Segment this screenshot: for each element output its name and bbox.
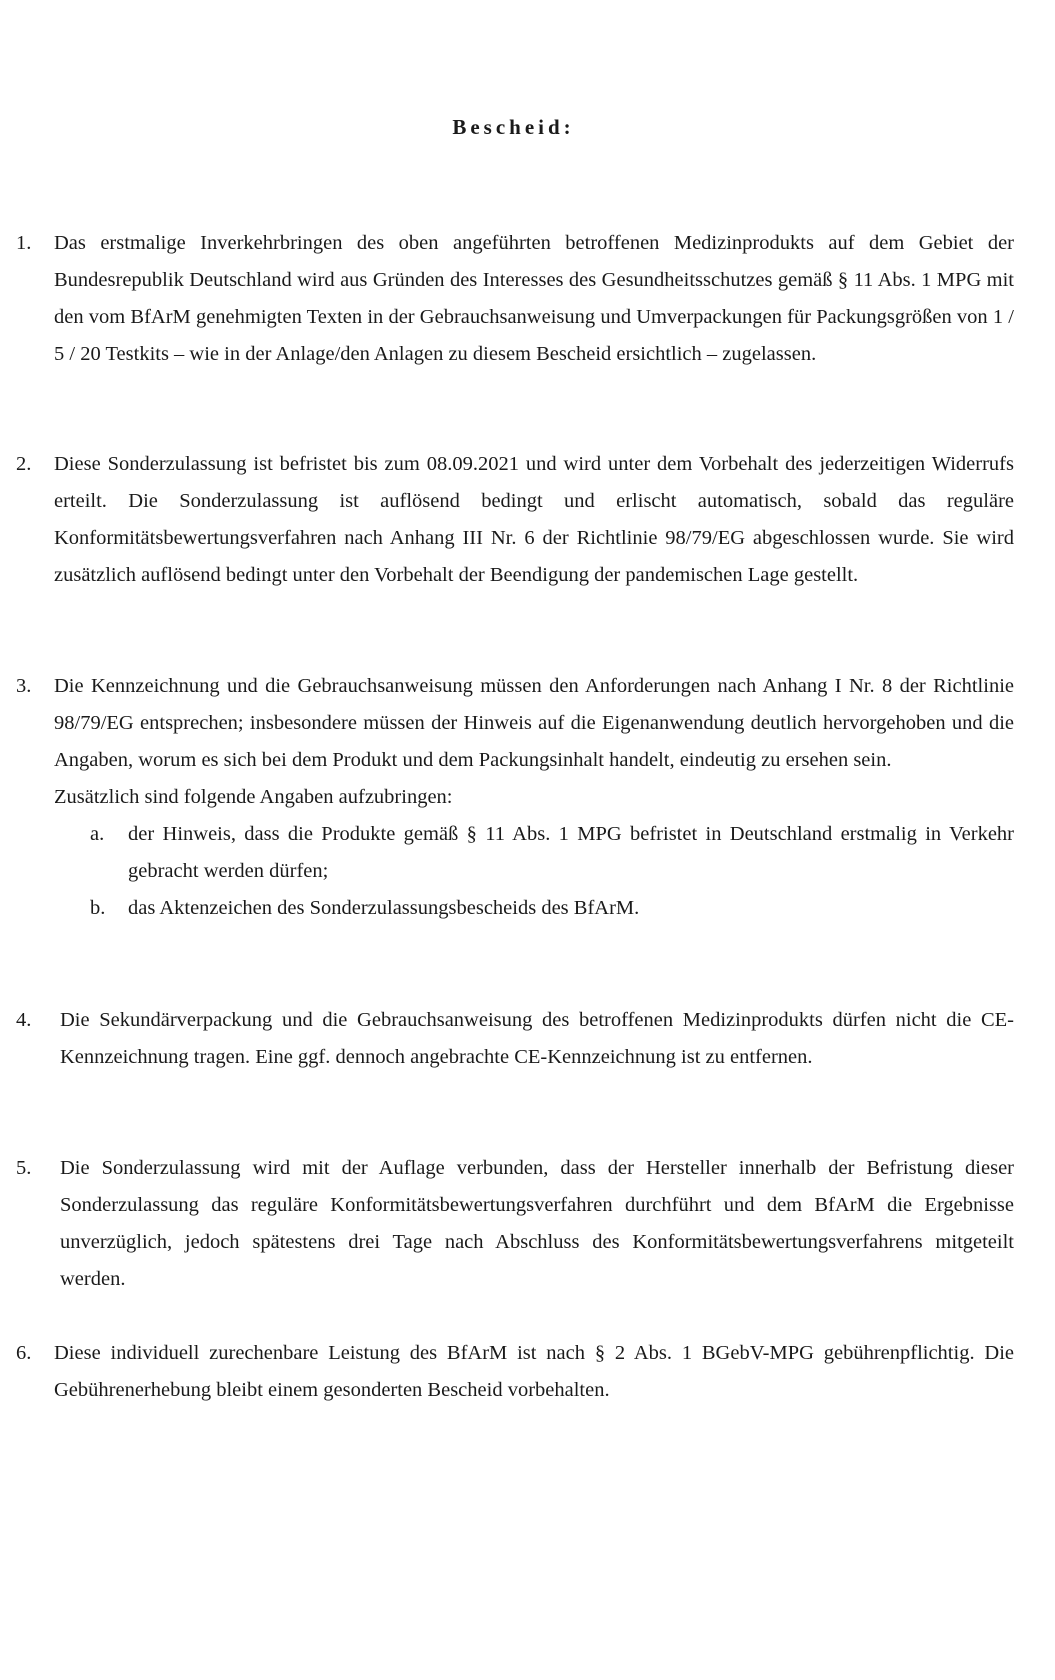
- sub-item-text: der Hinweis, dass die Produkte gemäß § 11 Abs. 1 MPG befristet in Deutschland erstmalig in Verkehr gebracht werden dürfen;: [128, 823, 1014, 882]
- item-text: Das erstmalige Inverkehrbringen des oben angeführten betroffenen Medizinprodukts auf dem Gebiet der Bundesrepublik Deutschland wird aus Gründen des Interesses des Gesundheitsschutzes gemäß § 11 Abs. 1 MPG mit den vom BfArM genehmigten Texten in der Gebrauchsanweisung und Umverpackungen für Packungsgrößen von 1 / 5 / 20 Testkits – wie in der Anlage/den Anlagen zu diesem Bescheid ersichtlich – zugelassen.: [54, 232, 1014, 365]
- item-number: 5.: [16, 1157, 32, 1179]
- decision-item-6: [16, 1335, 1014, 1409]
- sub-list: [54, 816, 1014, 927]
- item-text: Diese individuell zurechenbare Leistung des BfArM ist nach § 2 Abs. 1 BGebV-MPG gebührenpflichtig. Die Gebührenerhebung bleibt einem gesonderten Bescheid vorbehalten.: [54, 1342, 1014, 1401]
- item-number: 3.: [16, 675, 32, 697]
- item-number: 2.: [16, 453, 32, 475]
- item-text: Diese Sonderzulassung ist befristet bis zum 08.09.2021 und wird unter dem Vorbehalt des jederzeitigen Widerrufs erteilt. Die Sonderzulassung ist auflösend bedingt und erlischt automatisch, sobald das reguläre Konformitätsbewertungsverfahren nach Anhang III Nr. 6 der Richtlinie 98/79/EG abgeschlossen wurde. Sie wird zusätzlich auflösend bedingt unter den Vorbehalt der Beendigung der pandemischen Lage gestellt.: [54, 453, 1014, 586]
- decision-item-3: [16, 668, 1014, 927]
- item-text: Die Kennzeichnung und die Gebrauchsanweisung müssen den Anforderungen nach Anhang I Nr. 8 der Richtlinie 98/79/EG entsprechen; insbesondere müssen der Hinweis auf die Eigenanwendung deutlich hervorgehoben und die Angaben, worum es sich bei dem Produkt und dem Packungsinhalt handelt, eindeutig zu ersehen sein.: [54, 675, 1014, 771]
- item-extra-text: Zusätzlich sind folgende Angaben aufzubringen:: [54, 786, 453, 808]
- decision-item-1: [16, 225, 1014, 373]
- item-text: Die Sekundärverpackung und die Gebrauchsanweisung des betroffenen Medizinprodukts dürfen nicht die CE-Kennzeichnung tragen. Eine ggf. dennoch angebrachte CE-Kennzeichnung ist zu entfernen.: [60, 1009, 1014, 1068]
- item-text: Die Sonderzulassung wird mit der Auflage verbunden, dass der Hersteller innerhalb der Befristung dieser Sonderzulassung das reguläre Konformitätsbewertungsverfahren durchführt und dem BfArM die Ergebnisse unverzüglich, jedoch spätestens drei Tage nach Abschluss des Konformitätsbewertungsverfahrens mitgeteilt werden.: [60, 1157, 1014, 1290]
- item-number: 6.: [16, 1342, 32, 1364]
- item-number: 1.: [16, 232, 32, 254]
- document-title: Bescheid:: [452, 115, 575, 139]
- sub-item-label: a.: [90, 823, 105, 845]
- sub-item-b: [54, 890, 1014, 927]
- decision-item-5: [16, 1150, 1014, 1298]
- decision-item-4: [16, 1002, 1014, 1076]
- sub-item-text: das Aktenzeichen des Sonderzulassungsbescheids des BfArM.: [128, 897, 640, 919]
- sub-item-label: b.: [90, 897, 106, 919]
- item-number: 4.: [16, 1009, 32, 1031]
- decision-item-2: [16, 446, 1014, 594]
- sub-item-a: [54, 816, 1014, 890]
